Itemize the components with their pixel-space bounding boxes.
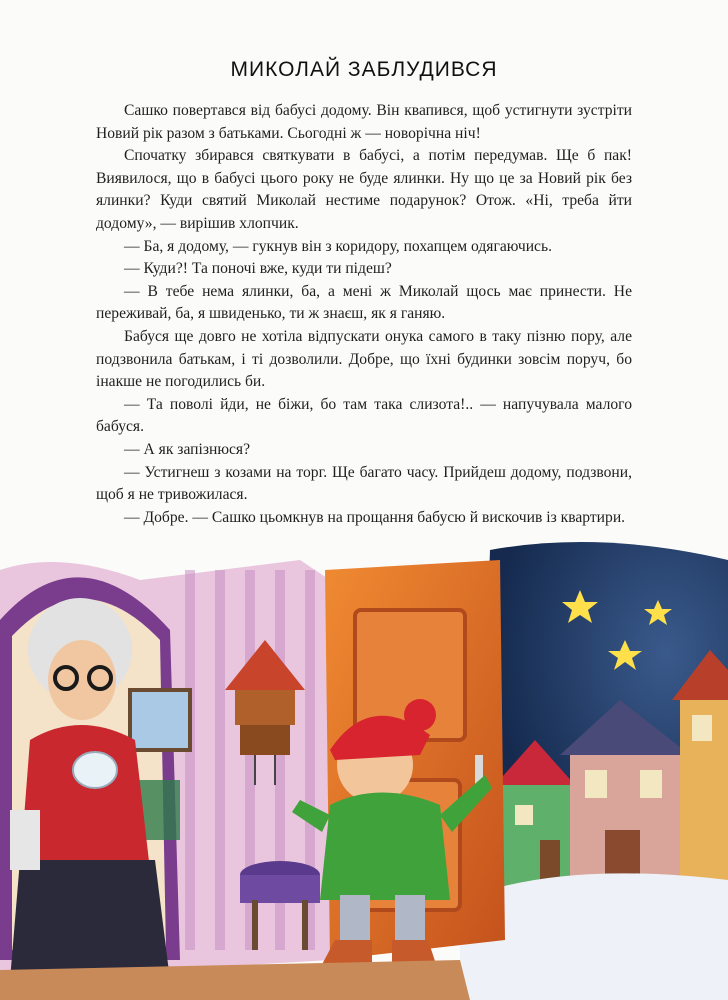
paragraph: — Ба, я додому, — гукнув він з коридору, похапцем одягаючись.	[124, 237, 552, 255]
paragraph: — Добре. — Сашко цьомкнув на прощання бабусю й вискочив із квартири.	[124, 508, 626, 526]
page-title: МИКОЛАЙ ЗАБЛУДИВСЯ	[230, 58, 498, 81]
paragraph: — Устигнеш з козами на торг. Ще багато часу. Прийдеш додому, подзвони, щоб я не тривожилася.	[96, 463, 632, 504]
paragraph: Спочатку збирався святкувати в бабусі, а потім передумав. Ще б пак! Виявилося, що в бабусі цього року не буде ялинки. Ну що це за Новий рік без ялинки? Куди святий Миколай нестиме подарунок? Отож. «Ні, треба йти додому», — вирішив хлопчик.	[96, 147, 632, 232]
paragraph: Бабуся ще довго не хотіла відпускати онука самого в таку пізню пору, але подзвонила батькам, і ті дозволили. Добре, що їхні будинки зовсім поруч, бо інакше не погодились би.	[96, 327, 632, 391]
paragraph: Сашко повертався від бабусі додому. Він квапився, щоб устигнути зустріти Новий рік разом з батьками. Сьогодні ж — новорічна ніч!	[96, 102, 632, 142]
paragraph: — В тебе нема ялинки, ба, а мені ж Миколай щось має принести. Не переживай, ба, я швиденько, ти ж знаєш, як я ганяю.	[96, 282, 632, 323]
story-text	[96, 100, 632, 529]
paragraph: — Та поволі йди, не біжи, бо там така слизота!.. — напучувала малого бабуся.	[96, 395, 632, 436]
paragraph: — Куди?! Та поночі вже, куди ти підеш?	[124, 260, 392, 278]
story-illustration	[0, 540, 728, 1000]
paragraph: — А як запізнюся?	[124, 440, 251, 458]
